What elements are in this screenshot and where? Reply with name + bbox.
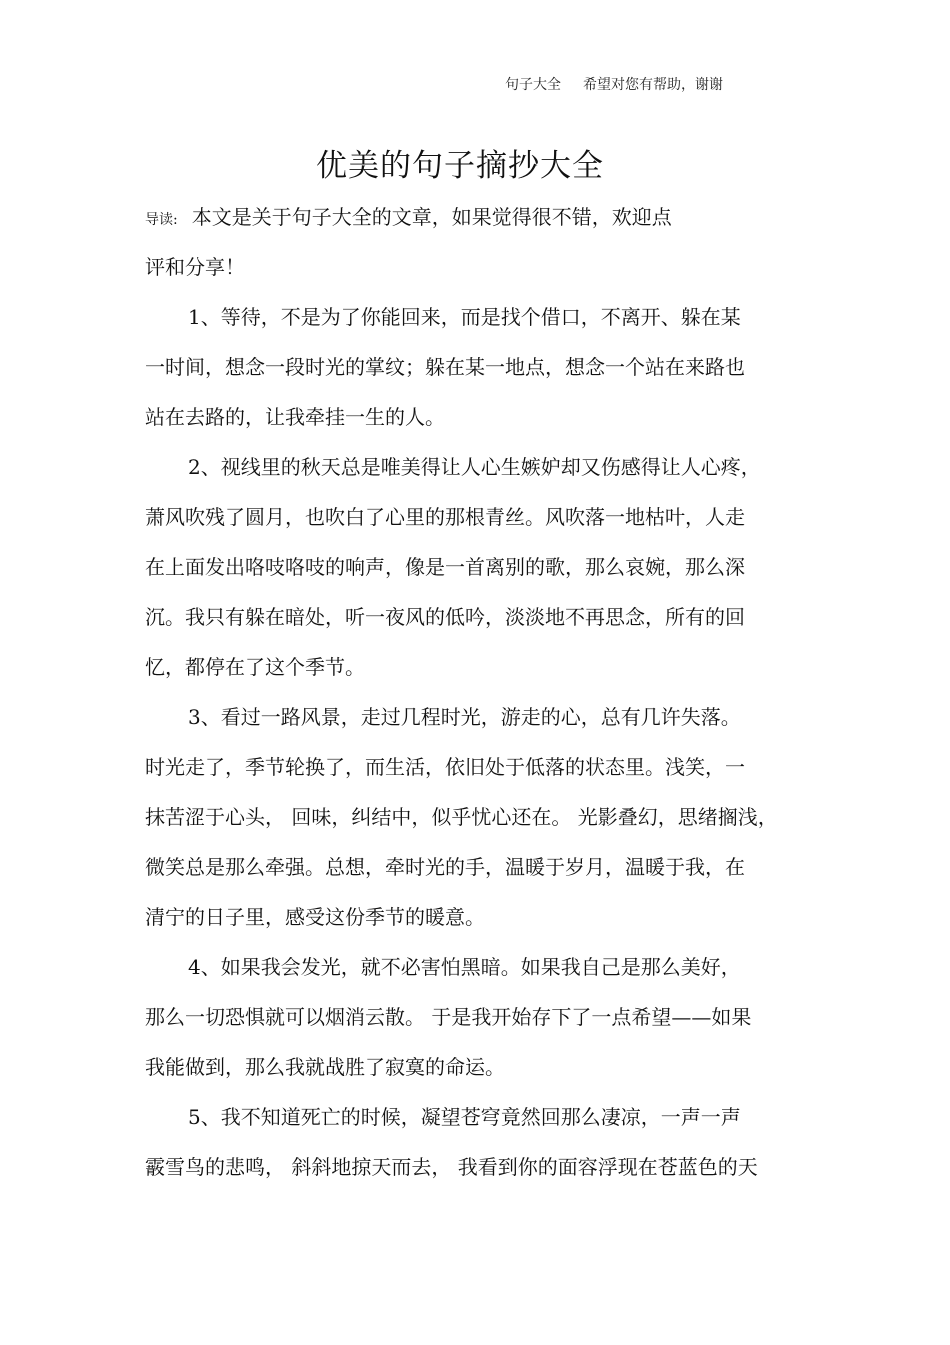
paragraph-line: 清宁的日子里，感受这份季节的暖意。: [145, 905, 485, 929]
header-note: 希望对您有帮助，谢谢: [583, 77, 723, 93]
paragraph-line: 霰雪鸟的悲鸣， 斜斜地掠天而去， 我看到你的面容浮现在苍蓝色的天: [145, 1155, 758, 1179]
paragraph-line: 我能做到，那么我就战胜了寂寞的命运。: [145, 1055, 505, 1079]
paragraph-1: [145, 297, 795, 447]
document-body: [145, 197, 795, 1197]
intro-line: 评和分享！: [145, 255, 245, 279]
paragraph-line: 站在去路的，让我牵挂一生的人。: [145, 405, 445, 429]
paragraph-line: 微笑总是那么牵强。总想，牵时光的手，温暖于岁月，温暖于我，在: [145, 855, 745, 879]
paragraph-line: 萧风吹残了圆月，也吹白了心里的那根青丝。风吹落一地枯叶，人走: [145, 505, 745, 529]
paragraph-5: [145, 1097, 795, 1197]
paragraph-line: 1、等待，不是为了你能回来，而是找个借口，不离开、躲在某: [188, 305, 741, 329]
paragraph-line: 沉。我只有躲在暗处，听一夜风的低吟，淡淡地不再思念，所有的回: [145, 605, 745, 629]
paragraph-4: [145, 947, 795, 1097]
page-header: [505, 74, 723, 94]
paragraph-line: 3、看过一路风景，走过几程时光，游走的心，总有几许失落。: [188, 705, 741, 729]
intro-label: 导读:: [145, 212, 178, 228]
header-site-name: 句子大全: [505, 77, 561, 93]
paragraph-line: 那么一切恐惧就可以烟消云散。 于是我开始存下了一点希望——如果: [145, 1005, 752, 1029]
paragraph-line: 2、视线里的秋天总是唯美得让人心生嫉妒却又伤感得让人心疼，: [188, 455, 761, 479]
intro-block: [145, 197, 795, 297]
paragraph-line: 5、我不知道死亡的时候，凝望苍穹竟然回那么凄凉，一声一声: [188, 1105, 741, 1129]
document-title: 优美的句子摘抄大全: [316, 148, 604, 184]
intro-text: 本文是关于句子大全的文章，如果觉得很不错，欢迎点: [191, 205, 672, 229]
paragraph-2: [145, 447, 795, 697]
intro-line: [145, 197, 795, 247]
paragraph-3: [145, 697, 795, 947]
paragraph-line: 时光走了，季节轮换了，而生活，依旧处于低落的状态里。浅笑，一: [145, 755, 745, 779]
paragraph-line: 忆，都停在了这个季节。: [145, 655, 365, 679]
paragraph-line: 抹苦涩于心头， 回味，纠结中，似乎忧心还在。 光影叠幻，思绪搁浅，: [145, 805, 778, 829]
paragraph-line: 4、如果我会发光，就不必害怕黑暗。如果我自己是那么美好，: [188, 955, 741, 979]
paragraph-line: 在上面发出咯吱咯吱的响声，像是一首离别的歌，那么哀婉，那么深: [145, 555, 745, 579]
paragraph-line: 一时间，想念一段时光的掌纹；躲在某一地点，想念一个站在来路也: [145, 355, 745, 379]
